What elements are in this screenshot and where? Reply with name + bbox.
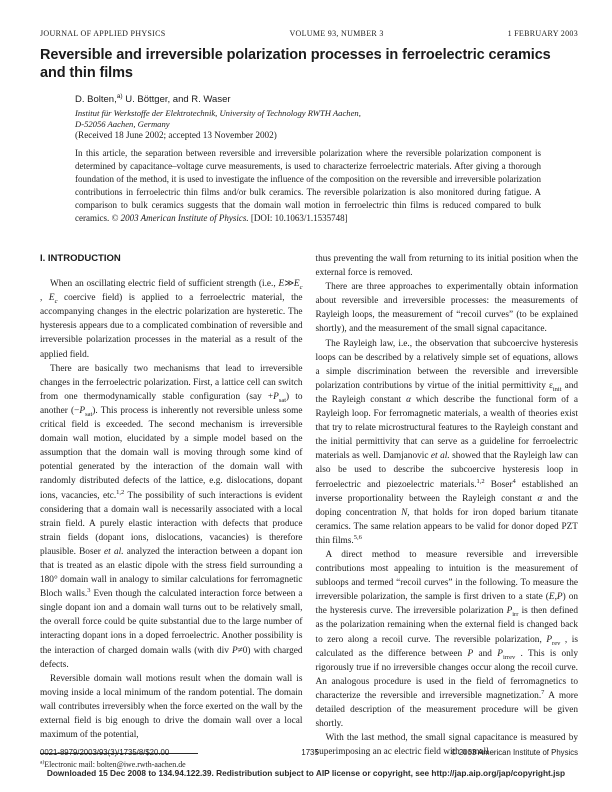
article-title bbox=[40, 47, 585, 82]
right-column bbox=[316, 252, 579, 772]
body-columns bbox=[40, 252, 578, 772]
affiliation bbox=[75, 108, 540, 129]
page-number: 1735 bbox=[301, 748, 319, 757]
download-notice: Downloaded 15 Dec 2008 to 134.94.122.39. Redistribution subject to AIP license or copyright, see http://jap.aip.org/jap/copyright.jsp bbox=[46, 768, 566, 778]
received-dates: (Received 18 June 2002; accepted 13 November 2002) bbox=[75, 130, 277, 140]
left-column-paragraph-3: Reversible domain wall motions result when the domain wall is moving inside a local minimum of the random potential. The domain wall contributes irreversibly when the force exerted on the wall by the external field is big enough to drive the domain wall over a local maximum of the potential, bbox=[40, 673, 303, 741]
byline bbox=[75, 94, 540, 129]
article-title-line-1: Reversible and irreversible polarization processes in ferroelectric ceramics bbox=[40, 47, 551, 63]
affiliation-line-2: D-52056 Aachen, Germany bbox=[75, 118, 170, 129]
copyright-notice: © 2003 American Institute of Physics bbox=[450, 748, 578, 757]
left-column-paragraph-2: There are basically two mechanisms that lead to irreversible changes in the ferroelectric polarization. First, a lattice cell can switch from one thermodynamically stable configuration $(say +P_{sat})$ to another $(-P_{sat})$. This process is inherently not reversible unless some critical field is exceeded. The second mechanism is irreversible domain wall motion, elucidated by a simple model based on the assumption that the domain wall is moving through some kind of potential generated by the interaction of the domain wall with randomly distributed defects of the lattice, e.g. dislocations, dopant ions, vacancies, etc.$^{1,2}$ The possibility of such interactions is evident considering that a domain wall is necessarily associated with a local strain field. A purely elastic interaction with defects that produce strain fields (dopant ions, dislocations, vacancies) is therefore plausible. Boser et al. analyzed the interaction between a dopant ion that is treated as an elastic dipole with the stress field surrounding a 180° domain wall in analogy to similar calculations for ferromagnetic Bloch walls.$^3$ Even though the calculated interaction force between a single dopant ion and a domain wall turns out to be relatively small, the overall force could be quite substantial due to the large number of interacting dopant ions in a doped ferroelectric. Another possibility is the interaction of charged domain walls (with div P≠0) with charged defects. bbox=[40, 363, 303, 670]
author-email-footnote: $^{a)}$Electronic mail: bolten@iwe.rwth-aachen.de bbox=[40, 759, 186, 770]
right-column-paragraph-5: With the last method, the small signal capacitance is measured by superimposing an ac electric field with a small bbox=[315, 733, 578, 758]
left-column-paragraph-1: When an oscillating electric field of sufficient strength (i.e., $E≫E_c$ , $E_c$ coercive field) is applied to a ferroelectric material, the accompanying changes in the electric polarization are hysteretic. The hysteresis appears due to a complicated combination of reversible and irreversible polarization processes in the material as a result of the applied field. bbox=[40, 279, 303, 360]
journal-name: JOURNAL OF APPLIED PHYSICS bbox=[40, 29, 166, 38]
abstract: In this article, the separation between reversible and irreversible polarization where the reversible polarization component is determined by capacitance–voltage curve measurements, is used to characterize ferroelectric materials. After giving a thorough foundation of the method, it is used to investigate the influence of the composition on the reversible and irreversible polarization contributions in ferroelectric thin films and/or bulk ceramics. The reversible polarization is also monitored during fatigue. A comparison to bulk ceramics suggests that the domain wall motion in ferroelectric thin films is reduced compared to bulk ceramics. © 2003 American Institute of Physics. [DOI: 10.1063/1.1535748] bbox=[75, 148, 541, 223]
issn-fee-code: 0021-8979/2003/93(3)/1735/8/$20.00 bbox=[40, 748, 170, 757]
right-column-paragraph-4: A direct method to measure reversible and irreversible contributions most appealing to intuition is the measurement of subloops and termed “recoil curves” in the following. To measure the irreversible polarization, the sample is first driven to a state (E,P) on the hysteresis curve. The irreversible polarization $P_{irr}$ is then defined as the polarization remaining when the external field is changed back to zero along a recoil curve. The reversible polarization, $P_{rev}$ , is calculated as the difference between P and $P_{irrev}$ . This is only rigorously true if no irreversible changes occur along the recoil curve. An analogous procedure is used in the field of ferromagnetics to characterize the reversible and irreversible magnetization.$^7$ A more detailed description of the measurement procedure will be given shortly. bbox=[315, 549, 578, 730]
issue-date: 1 FEBRUARY 2003 bbox=[507, 29, 578, 38]
article-title-line-2: and thin films bbox=[40, 64, 133, 81]
running-head bbox=[40, 29, 578, 38]
right-column-paragraph-1: thus preventing the wall from returning to its initial position when the external force is removed. bbox=[315, 254, 578, 279]
left-column bbox=[40, 252, 303, 772]
author-names: D. Bolten,$^{a)}$ U. Böttger, and R. Waser bbox=[75, 92, 231, 105]
right-column-paragraph-2: There are three approaches to experimentally obtain information about reversible and irreversible processes: the measurements of Rayleigh loops, the measurement of “recoil curves” (to be explained shortly), and the measurement of the small signal capacitance. bbox=[315, 282, 578, 335]
right-column-paragraph-3: The Rayleigh law, i.e., the observation that subcoercive hysteresis loops can be described by a relatively simple set of equations, allows a simple discrimination between the reversible and irreversible polarization contributions by virtue of the initial permittivity $\varepsilon_{init}$ and the Rayleigh constant α which describe the functional form of a Rayleigh loop. For ferromagnetic materials, a wealth of theories exist that try to relate microstructural features to the Rayleigh constant and the initial permittivity that can serve as a guideline for ferroelectric materials as well. Damjanovic et al. showed that the Rayleigh law can also be used to describe the subcoercive hysteresis loop in ferroelectric and piezoelectric materials.$^{1,2}$ Boser$^4$ established an inverse proportionality between the Rayleigh constant α and the doping concentration N, that holds for iron doped barium titanate ceramics. The same relation appears to be valid for donor doped PZT thin films.$^{5,6}$ bbox=[315, 338, 578, 546]
page-footer bbox=[40, 748, 578, 757]
section-heading-introduction: I. INTRODUCTION bbox=[40, 253, 121, 264]
volume-issue: VOLUME 93, NUMBER 3 bbox=[289, 29, 384, 38]
affiliation-line-1: Institut für Werkstoffe der Elektrotechnik, University of Technology RWTH Aachen, bbox=[75, 108, 361, 118]
